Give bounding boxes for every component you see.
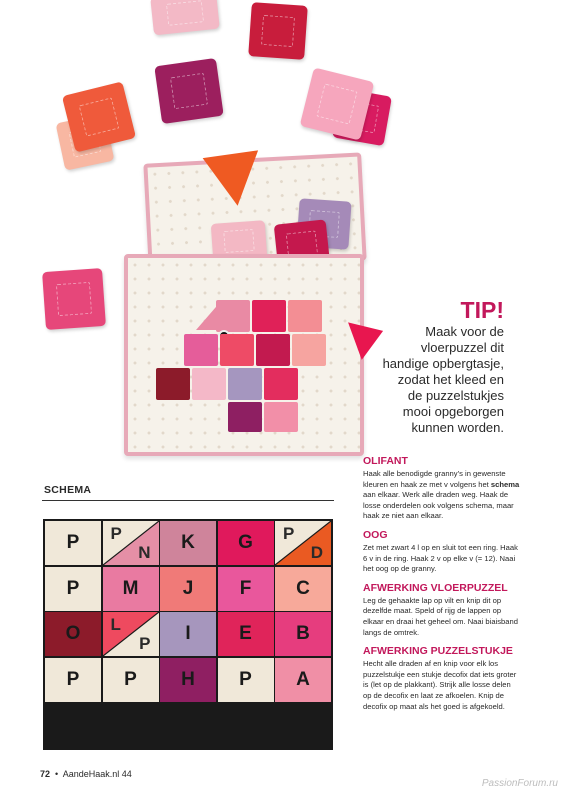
tip-text: Maak voor de vloerpuzzel dit handige opbergtasje, zodat het kleed en de puzzelstukjes mooi opgeborgen kunnen worden. [382,324,504,435]
granny-square [42,268,106,330]
cell-letter: E [239,623,252,644]
schema-cell [160,612,216,656]
schema-cell [160,567,216,611]
schema-title: SCHEMA [44,484,92,496]
cell-letter: M [122,577,139,599]
schema-cell [103,521,159,565]
section-body: Hecht alle draden af en knip voor elk los puzzelstukje een stukje decofix dat iets groter is (let op de plakkant). Strijk alle losse delen op de decofix en laat ze afkoelen. Knip de decofix op maat als het goed is afgekoeld. [363,659,517,711]
cell-letter: O [65,623,81,644]
schema-cell [275,567,331,611]
watermark: PassionForum.ru [481,778,558,789]
cell-letter: G [238,532,253,553]
schema-cell [103,567,159,611]
schema-cell [45,658,101,702]
schema-cell [160,521,216,565]
schema-cell [45,612,101,656]
cell-letter: J [182,577,194,599]
cell-letter-lower: N [138,543,151,562]
cell-letter-lower: P [139,634,151,653]
section-heading: AFWERKING VLOERPUZZEL [363,581,508,594]
schema-cell [275,658,331,702]
schema-cell [45,567,101,611]
granny-square [248,2,308,60]
schema-divider [42,500,334,501]
granny-square [150,0,220,35]
cell-letter-upper: L [110,615,121,634]
schema-cell [218,567,274,611]
schema-cell [218,612,274,656]
section-body: Leg de gehaakte lap op vilt en knip dit op dezelfde maat. Speld of rijg de lappen op elkaar en draai het geheel om. Naai biaisband langs de omtrek. [363,595,518,637]
magazine-name: AandeHaak.nl 44 [62,769,132,779]
section-body: Haak alle benodigde granny’s in gewenste kleuren en haak ze met v volgens het schema aan elkaar. Werk alle draden weg. Haak de losse onderdelen ook volgens schema, maar haak ze niet aan elkaar. [363,469,520,521]
schema-grid [43,519,333,750]
footer-bullet: • [55,769,59,779]
schema-cell [275,521,331,565]
schema-cell [103,658,159,702]
schema-cell [218,658,274,702]
cell-letter: I [185,623,191,644]
cell-letter: C [296,577,310,599]
granny-square [154,58,223,124]
section-heading: AFWERKING PUZZELSTUKJE [363,645,513,658]
page-footer [40,769,132,779]
elephant-motif [156,300,336,430]
tip-box [344,298,504,436]
section-heading: OOG [363,528,388,541]
schema-cell [160,658,216,702]
cell-letter-upper: P [283,524,295,543]
cell-letter: H [181,668,195,690]
cell-letter: F [239,577,252,599]
tip-title: TIP! [460,297,504,323]
cell-letter: K [181,532,195,553]
granny-square [62,81,136,152]
page-number: 72 [40,769,51,779]
schema-cell [218,521,274,565]
cell-letter: P [124,668,137,690]
orange-triangle [203,150,266,209]
cell-letter-lower: D [310,543,323,562]
section-heading: OLIFANT [363,455,408,467]
cell-letter-upper: P [110,524,122,543]
cell-letter: P [66,668,80,690]
schema-cell [103,612,159,656]
cell-letter: P [66,577,80,599]
schema-cell [275,612,331,656]
cell-letter: A [296,668,310,690]
instructions-column [363,455,521,712]
cell-letter: P [239,668,252,690]
cell-letter: B [296,623,310,644]
schema-cell [45,521,101,565]
cell-letter: P [66,532,80,553]
section-body: Zet met zwart 4 l op en sluit tot een ring. Haak 6 v in de ring. Haak 2 v op elke v (= 12). Naai het oog op de granny. [363,542,518,574]
